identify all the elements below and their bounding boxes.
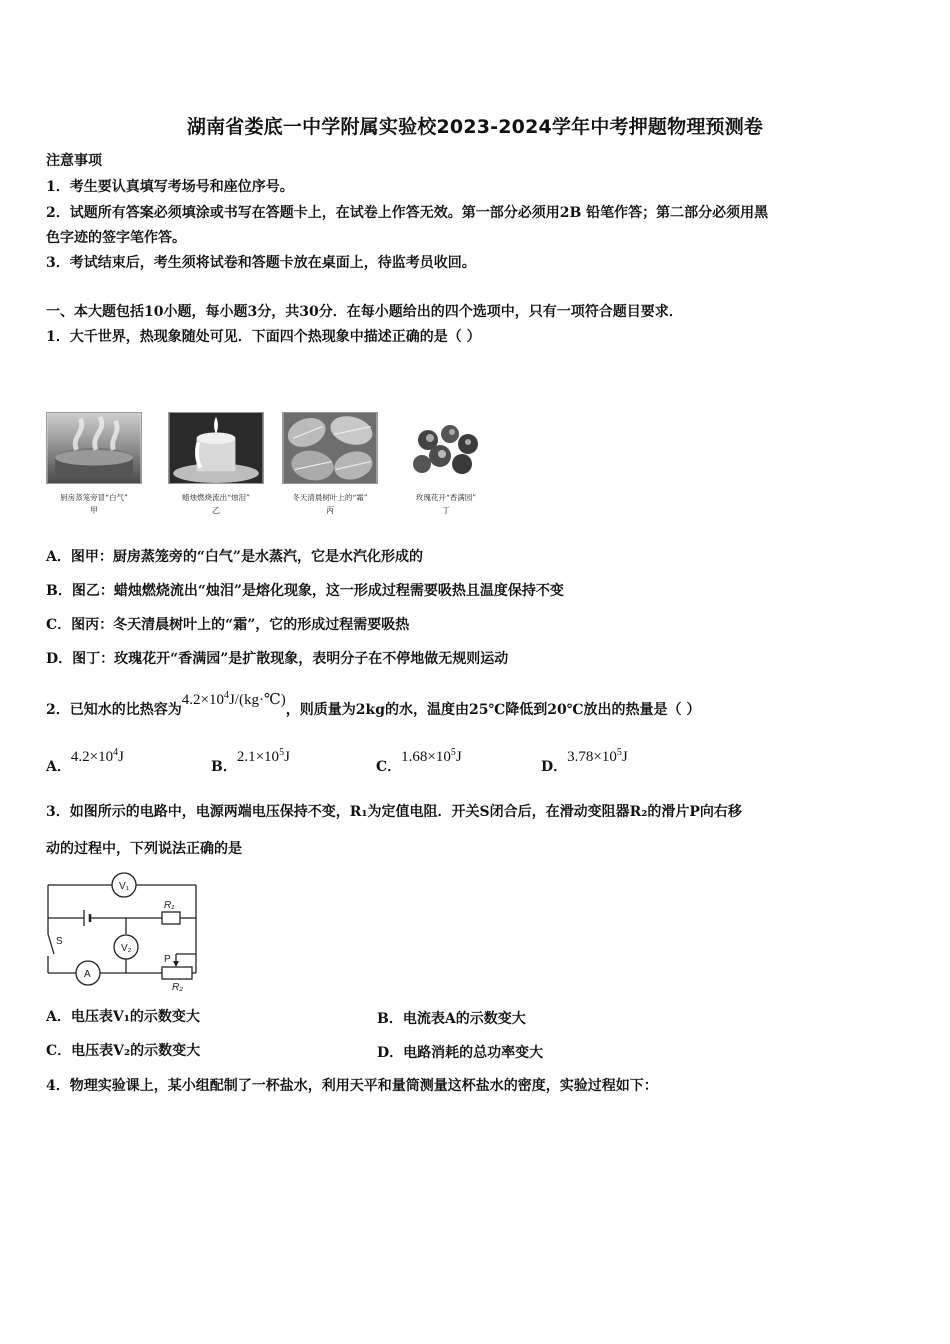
q2-option-a: A．$4.2\times 10^4J$ xyxy=(46,747,124,775)
figure-label: 甲 xyxy=(90,506,98,515)
option-value: $3.78\times 10^5J$ xyxy=(567,747,628,765)
rose-photo-icon xyxy=(398,412,494,484)
option-value: $2.1\times 10^5J$ xyxy=(236,747,290,765)
q3-option-b: B．电流表A的示数变大 xyxy=(377,1011,526,1027)
notice-heading: 注意事项 xyxy=(46,153,102,169)
figure-caption: 蜡烛燃烧流出“烛泪” xyxy=(182,493,250,502)
figure-label: 丙 xyxy=(326,506,334,515)
q3-option-a: A．电压表V₁的示数变大 xyxy=(46,1009,200,1025)
figure-jia xyxy=(46,412,142,516)
notice-item: 色字迹的签字笔作答。 xyxy=(46,230,186,246)
r2-label: R₂ xyxy=(172,982,184,993)
figure-ding xyxy=(398,412,494,516)
q3-option-d: D．电路消耗的总功率变大 xyxy=(377,1045,544,1061)
q1-option-b: B．图乙：蜡烛燃烧流出“烛泪”是熔化现象，这一形成过程需要吸热且温度保持不变 xyxy=(46,583,564,599)
candle-photo-icon xyxy=(168,412,264,484)
v1-label: V₁ xyxy=(119,881,130,892)
specific-heat-value: $4.2\times 10^4J/(kg\cdot℃)$ xyxy=(181,690,286,708)
notice-item: 1．考生要认真填写考场号和座位序号。 xyxy=(46,179,294,195)
question-2-stem xyxy=(46,690,701,719)
notice-item: 3．考试结束后，考生须将试卷和答题卡放在桌面上，待监考员收回。 xyxy=(46,255,476,271)
q2-stem-before: 2．已知水的比热容为 xyxy=(46,702,182,718)
steamer-photo-icon xyxy=(46,412,142,484)
q2-option-c: C．$1.68\times 10^5J$ xyxy=(376,747,462,775)
option-value: $1.68\times 10^5J$ xyxy=(401,747,462,765)
figure-caption: 厨房蒸笼旁冒“白气” xyxy=(60,493,128,502)
q1-option-d: D．图丁：玫瑰花开“香满园”是扩散现象，表明分子在不停地做无规则运动 xyxy=(46,651,509,667)
question-3-stem: 3．如图所示的电路中，电源两端电压保持不变，R₁为定值电阻．开关S闭合后，在滑动变阻器R₂的滑片P向右移 xyxy=(46,804,742,820)
r1-label: R₁ xyxy=(164,900,175,911)
page-title: 湖南省娄底一中学附属实验校2023-2024学年中考押题物理预测卷 xyxy=(186,116,764,138)
q1-figure-row xyxy=(46,412,506,520)
figure-label: 乙 xyxy=(212,506,220,515)
q2-option-d: D．$3.78\times 10^5J$ xyxy=(541,747,628,775)
option-value: $4.2\times 10^4J$ xyxy=(70,747,124,765)
frost-leaves-photo-icon xyxy=(282,412,378,484)
notice-item: 2．试题所有答案必须填涂或书写在答题卡上，在试卷上作答无效。第一部分必须用2B 铅笔作答；第二部分必须用黑 xyxy=(46,205,769,221)
q1-option-c: C．图丙：冬天清晨树叶上的“霜”，它的形成过程需要吸热 xyxy=(46,617,410,633)
figure-yi xyxy=(168,412,264,516)
question-4-stem: 4．物理实验课上，某小组配制了一杯盐水，利用天平和量筒测量这杯盐水的密度，实验过程如下： xyxy=(46,1078,658,1094)
q3-option-c: C．电压表V₂的示数变大 xyxy=(46,1043,201,1059)
figure-caption: 玫瑰花开“香满园” xyxy=(415,493,477,502)
q2-option-b: B．$2.1\times 10^5J$ xyxy=(211,747,290,775)
figure-label: 丁 xyxy=(442,506,450,515)
switch-label: S xyxy=(56,936,63,947)
circuit-diagram xyxy=(40,868,205,993)
slider-label: P xyxy=(164,954,171,965)
v2-label: V₂ xyxy=(121,943,132,954)
figure-bing xyxy=(282,412,378,516)
question-1-stem: 1．大千世界，热现象随处可见．下面四个热现象中描述正确的是（ ） xyxy=(46,329,481,345)
q1-option-a: A．图甲：厨房蒸笼旁的“白气”是水蒸汽，它是水汽化形成的 xyxy=(46,549,423,565)
ammeter-label: A xyxy=(84,969,91,980)
section-heading: 一、本大题包括10小题，每小题3分，共30分．在每小题给出的四个选项中，只有一项符合题目要求． xyxy=(46,304,683,320)
q2-stem-after: ，则质量为2kg的水，温度由25℃降低到20℃放出的热量是（ ） xyxy=(285,702,701,718)
question-3-stem-cont: 动的过程中，下列说法正确的是 xyxy=(46,841,242,857)
figure-caption: 冬天清晨树叶上的“霜” xyxy=(292,493,368,502)
